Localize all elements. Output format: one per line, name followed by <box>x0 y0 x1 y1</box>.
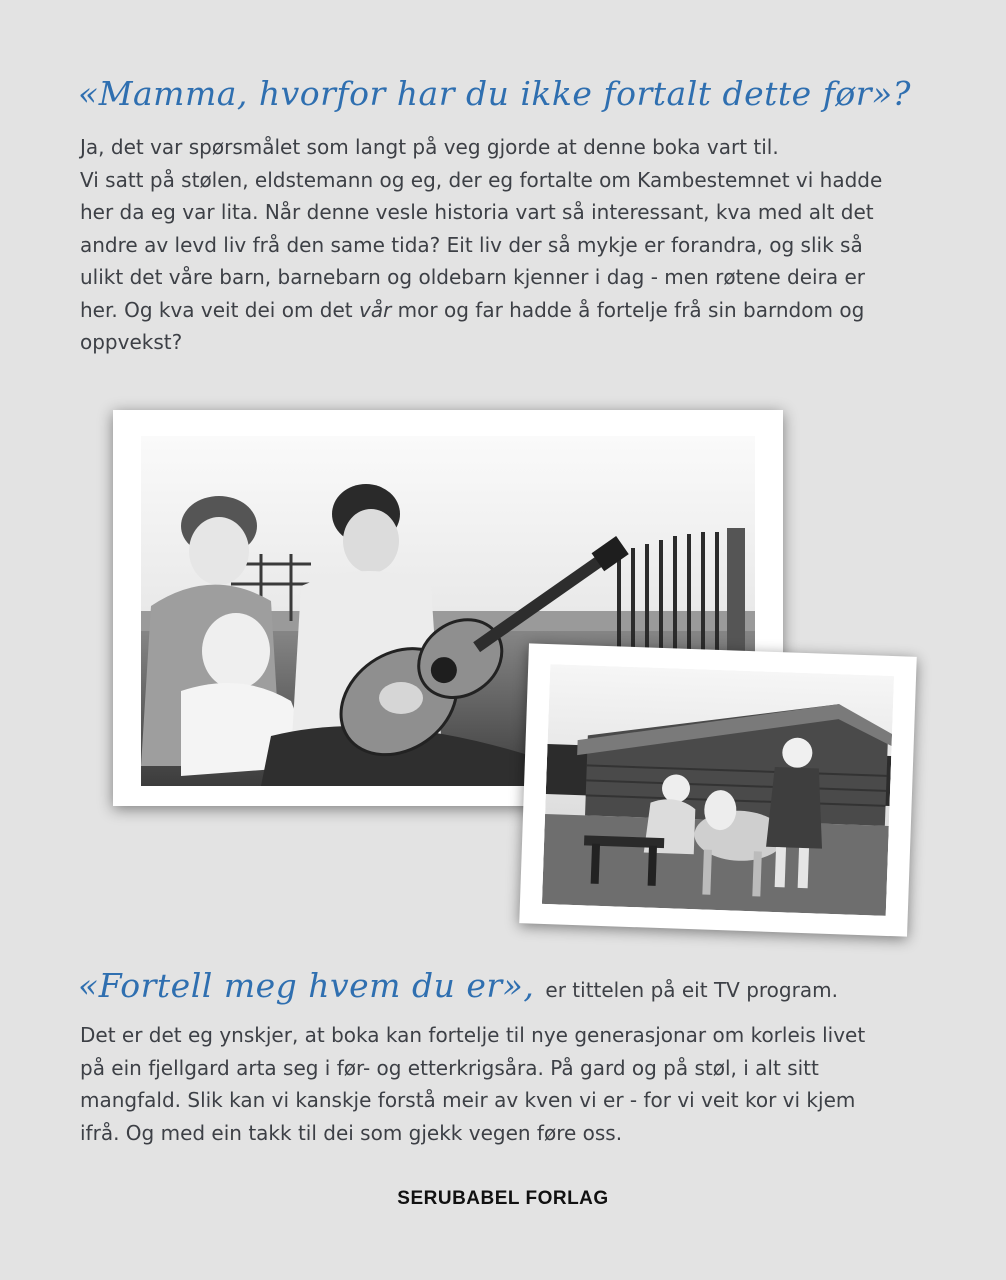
closing-line: Det er det eg ynskjer, at boka kan fortelje til nye generasjonar om korleis livet <box>80 1023 866 1047</box>
intro-line: andre av levd liv frå den same tida? Eit liv der så mykje er forandra, og slik så <box>80 232 863 257</box>
children-calf-photo <box>519 643 917 936</box>
intro-text: mor og far hadde å fortelje frå sin barndom og <box>391 297 865 322</box>
intro-line <box>80 294 940 327</box>
intro-paragraph <box>80 131 940 359</box>
intro-line: Ja, det var spørsmålet som langt på veg gjorde at denne boka vart til. <box>80 135 779 159</box>
intro-emphasis: vår <box>359 297 392 322</box>
intro-line: Vi satt på stølen, eldstemann og eg, der eg fortalte om Kambestemnet vi hadde <box>80 167 883 192</box>
closing-paragraph <box>80 1019 940 1149</box>
publisher-name: SERUBABEL FORLAG <box>397 1188 609 1209</box>
intro-line: her da eg var lita. Når denne vesle historia vart så interessant, kva med alt det <box>80 200 874 224</box>
intro-line: ulikt det våre barn, barnebarn og oldebarn kjenner i dag - men røtene deira er <box>80 265 865 289</box>
heading-tv-title: «Fortell meg hvem du er», <box>78 966 535 1005</box>
heading-tv-subtitle: er tittelen på eit TV program. <box>545 978 838 1002</box>
heading2-row <box>78 966 838 1005</box>
closing-line: mangfald. Slik kan vi kanskje forstå meir av kven vi er - for vi veit kor vi kjem <box>80 1088 856 1112</box>
closing-line: ifrå. Og med ein takk til dei som gjekk vegen føre oss. <box>80 1120 623 1145</box>
heading-question: «Mamma, hvorfor har du ikke fortalt dette før»? <box>78 74 911 113</box>
intro-text: her. Og kva veit dei om det <box>80 297 359 322</box>
closing-line: på ein fjellgard arta seg i før- og etterkrigsåra. På gard og på støl, i alt sitt <box>80 1055 819 1080</box>
intro-line: oppvekst? <box>80 330 183 354</box>
children-calf-image <box>542 664 894 916</box>
